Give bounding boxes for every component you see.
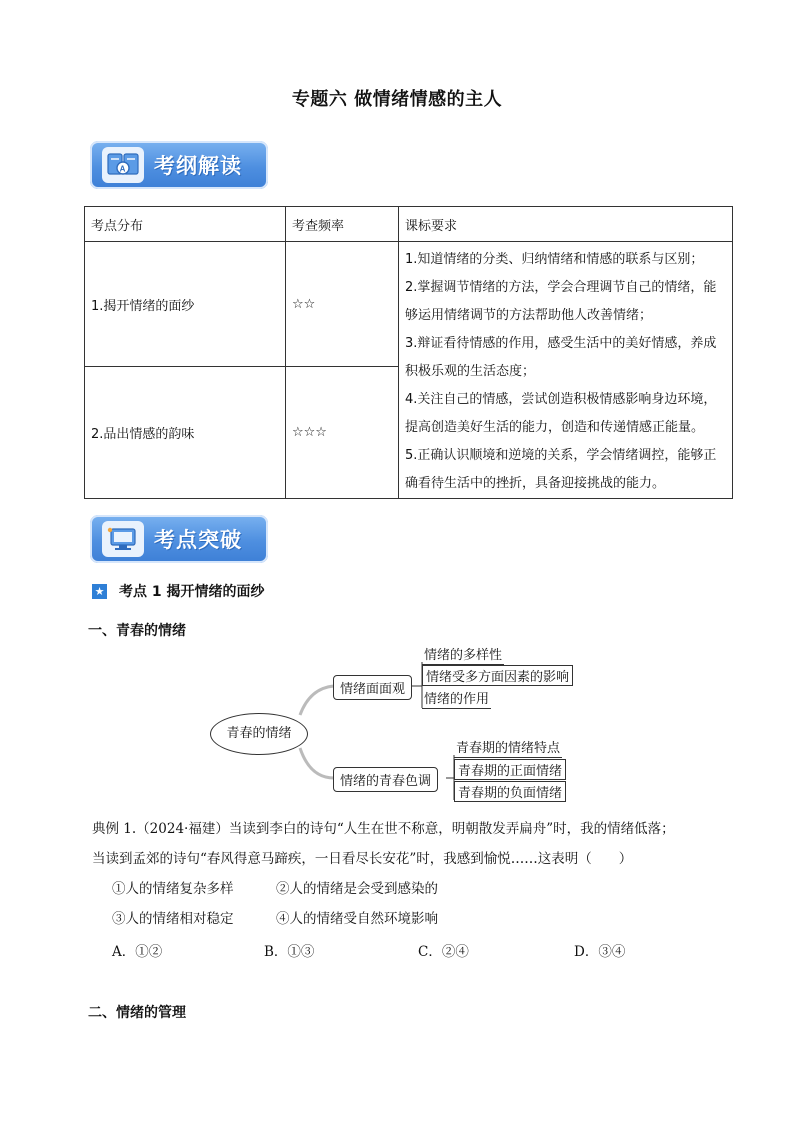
knowledge-point-heading: [92, 581, 265, 601]
table-header-row: [85, 207, 733, 242]
statement-item: ④人的情绪受自然环境影响: [276, 911, 438, 927]
breakthrough-banner-label: 考点突破: [154, 528, 242, 552]
table-row: [85, 242, 733, 367]
requirement-item: 1.知道情绪的分类、归纳情绪和情感的联系与区别；: [405, 252, 704, 267]
header-frequency: 考查频率: [286, 207, 399, 242]
mindmap-leaf: 青春期的负面情绪: [454, 781, 566, 802]
mindmap-leaf: 青春期的正面情绪: [454, 759, 566, 780]
mindmap-root: 青春的情绪: [210, 713, 308, 755]
choice-option: B．①③: [264, 944, 315, 960]
syllabus-banner: [90, 141, 268, 189]
requirement-item: 2.掌握调节情绪的方法，学会合理调节自己的情绪，能够运用情绪调节的方法帮助他人改善情绪；: [405, 280, 717, 323]
choice-option: D．③④: [574, 944, 626, 960]
mindmap-leaf: 情绪的作用: [422, 688, 491, 709]
requirements-cell: [399, 242, 733, 499]
mindmap-leaf: 情绪受多方面因素的影响: [422, 665, 573, 686]
section-heading-1: 一、青春的情绪: [88, 623, 186, 639]
choice-option: C．②④: [418, 944, 469, 960]
section-heading-2: 二、情绪的管理: [88, 1005, 186, 1021]
header-requirements: 课标要求: [399, 207, 733, 242]
statement-item: ③人的情绪相对稳定: [112, 911, 234, 927]
statement-item: ①人的情绪复杂多样: [112, 881, 234, 897]
example-question-line: 当读到孟郊的诗句“春风得意马蹄疾，一日看尽长安花”时，我感到愉悦……这表明（ ）: [92, 851, 633, 867]
mindmap-leaf: 青春期的情绪特点: [454, 737, 562, 758]
breakthrough-banner: [90, 515, 268, 563]
topic-cell: 2.品出情感的韵味: [85, 367, 286, 499]
star-icon: ★: [92, 584, 107, 599]
frequency-cell: ☆☆☆: [286, 367, 399, 499]
syllabus-banner-label: 考纲解读: [154, 154, 242, 178]
requirement-item: 5.正确认识顺境和逆境的关系，学会情绪调控，能够正确看待生活中的挫折，具备迎接挑战的能力。: [405, 448, 717, 491]
statement-item: ②人的情绪是会受到感染的: [276, 881, 438, 897]
page-title: 专题六 做情绪情感的主人: [291, 89, 503, 110]
header-topic: 考点分布: [85, 207, 286, 242]
requirement-item: 3.辩证看待情感的作用，感受生活中的美好情感，养成积极乐观的生活态度；: [405, 336, 717, 379]
frequency-cell: ☆☆: [286, 242, 399, 367]
knowledge-point-label: 考点 1 揭开情绪的面纱: [119, 584, 265, 600]
example-question-line: 典例 1.（2024·福建）当读到李白的诗句“人生在世不称意，明朝散发弄扁舟”时，我的情绪低落；: [92, 821, 675, 837]
mindmap-branch: 情绪面面观: [333, 675, 412, 700]
svg-text:A: A: [119, 164, 127, 174]
mindmap-branch: 情绪的青春色调: [333, 767, 438, 792]
book-icon: [102, 147, 144, 183]
mindmap-leaf: 情绪的多样性: [422, 644, 504, 665]
topic-cell: 1.揭开情绪的面纱: [85, 242, 286, 367]
computer-icon: [102, 521, 144, 557]
syllabus-table: [84, 206, 733, 499]
requirement-item: 4.关注自己的情感，尝试创造积极情感影响身边环境，提高创造美好生活的能力，创造和传递情感正能量。: [405, 392, 717, 435]
choice-option: A．①②: [112, 944, 163, 960]
